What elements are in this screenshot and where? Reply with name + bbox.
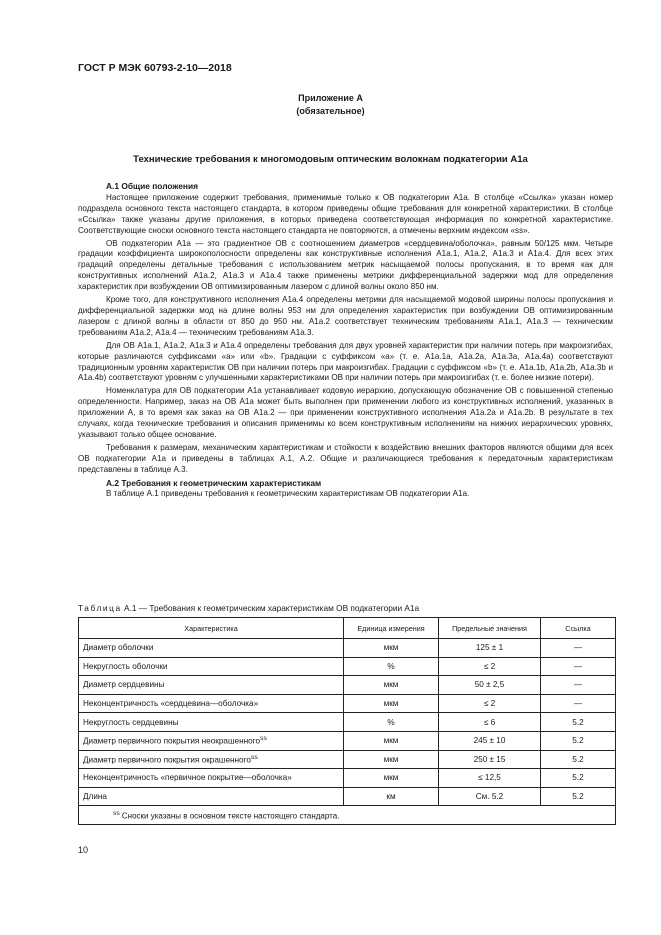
column-header: Предельные значения	[439, 618, 541, 639]
table-row	[79, 639, 616, 658]
cell-unit: %	[344, 657, 439, 676]
table-row	[79, 769, 616, 788]
cell-reference: —	[541, 694, 616, 713]
table-row	[79, 787, 616, 806]
annex-title: Приложение А	[298, 93, 363, 103]
footnote-marker: ss	[113, 810, 120, 818]
paragraph: В таблице А.1 приведены требования к геометрическим характеристикам ОВ подкатегории А1а.	[106, 489, 470, 499]
cell-characteristic	[79, 731, 344, 750]
standard-header: ГОСТ Р МЭК 60793-2-10—2018	[78, 62, 232, 74]
body-text	[78, 181, 613, 502]
table-row	[79, 731, 616, 750]
cell-reference: —	[541, 676, 616, 695]
table-row	[79, 694, 616, 713]
table-row	[79, 750, 616, 769]
cell-limit: 50 ± 2,5	[439, 676, 541, 695]
footnote-superscript: ss	[260, 735, 267, 743]
table-caption-lead: Таблица	[78, 603, 122, 613]
paragraph: Требования к размерам, механическим характеристикам и стойкости к воздействию внешних факторов являются общими для всех ОВ подкатегории А1а и приведены в таблицах А.1, А.2. Общие и различающиеся требования к передаточным характеристикам представлены в таблице А.3.	[78, 442, 613, 474]
paragraph: ОВ подкатегории А1а — это градиентное ОВ с соотношением диаметров «сердцевина/оболочка», равным 50/125 мкм. Четыре градации коэффициента широкополосности определены как конструктивные исполнения А1а.1, А1а.2, А1а.3 и А1а.4. Для всех этих градаций определены детальные требования с использованием метрик насыщаемой полосы пропускания, в то время как для конструктивных исполнений А1а.2, А1а.3 и А1а.4 также применены метрики дифференциальной задержки мод для определения характеристик при возбуждении ОВ оптимизированным лазером с длиной волны около 850 нм.	[78, 238, 613, 292]
footnote-superscript: ss	[250, 753, 258, 761]
cell-characteristic: Некруглость оболочки	[79, 657, 344, 676]
cell-characteristic: Неконцентричность «сердцевина—оболочка»	[79, 694, 344, 713]
cell-characteristic: Диаметр оболочки	[79, 639, 344, 658]
cell-limit: ≤ 2	[439, 657, 541, 676]
paragraph: Номенклатура для ОВ подкатегории А1а устанавливает кодовую иерархию, допускающую обозначение ОВ с повышенной степенью определенности. Например, заказ на ОВ А1а может быть выполнен при применении любого из конструктивных исполнений, указанных в приложении А, в то время как заказ на ОВ А1а.2 — при применении конструктивного исполнения А1а.2а и А1а.2b. В результате в тех случаях, когда технические требования и описания применимы ко всем конструктивным исполнениям на нижних иерархических уровнях, указывают только общее основание.	[78, 386, 613, 439]
cell-limit: 250 ± 15	[439, 750, 541, 769]
cell-unit: мкм	[344, 769, 439, 788]
annex-status: (обязательное)	[296, 106, 365, 116]
cell-limit: 245 ± 10	[439, 731, 541, 750]
cell-reference: 5.2	[541, 769, 616, 788]
column-header: Характеристика	[79, 618, 344, 639]
section-2-heading: А.2 Требования к геометрическим характеристикам	[106, 477, 322, 488]
cell-characteristic	[79, 750, 344, 769]
annex-heading	[0, 92, 661, 118]
cell-limit: ≤ 2	[439, 694, 541, 713]
cell-limit: ≤ 6	[439, 713, 541, 732]
column-header: Единица измерения	[344, 618, 439, 639]
table-row	[79, 676, 616, 695]
cell-unit: мкм	[344, 639, 439, 658]
table-footnote	[79, 806, 616, 825]
cell-characteristic-text: Диаметр первичного покрытия неокрашенного	[83, 737, 261, 747]
table-caption-text: А.1 — Требования к геометрическим характеристикам ОВ подкатегории А1а	[121, 603, 420, 613]
cell-reference: 5.2	[541, 731, 616, 750]
cell-unit: мкм	[344, 676, 439, 695]
column-header: Ссылка	[541, 618, 616, 639]
page-number: 10	[78, 845, 89, 855]
cell-reference: —	[541, 639, 616, 658]
main-title: Технические требования к многомодовым оптическим волокнам подкатегории А1а	[133, 154, 528, 165]
cell-unit: км	[344, 787, 439, 806]
cell-characteristic: Некруглость сердцевины	[79, 713, 344, 732]
cell-characteristic: Длина	[79, 787, 344, 806]
paragraph: Кроме того, для конструктивного исполнения А1а.4 определены метрики для насыщаемой модовой ширины полосы пропускания и дифференциальной задержки мод на длине волны 953 нм для определения характеристик при возбуждении ОВ оптимизированным лазером с длиной волны в области от 850 до 950 нм. А1а.2 соответствует техническим требованиям А1а.1, А1а.3 — техническим требованиям А1а.2, А1а.4 — техническим требованиям А1а.3.	[78, 295, 613, 337]
cell-characteristic: Неконцентричность «первичное покрытие—оболочка»	[79, 769, 344, 788]
cell-limit: См. 5.2	[439, 787, 541, 806]
paragraph: Для ОВ А1а.1, А1а.2, А1а.3 и А1а.4 определены требования для двух уровней характеристик при наличии потерь при макроизгибах, которые различаются суффиксами «а» или «b». Градации с суффиксом «а» (т. е. А1а.1а, А1а.2а, А1а.3а, А1а.4а) соответствуют традиционным уровням характеристик ОВ при наличии потерь при макроизгибах. Градации с суффиксом «b» (т. е. А1а.1b, А1а.2b, А1а.3b и А1а.4b) соответствуют уровням с улучшенными характеристиками ОВ при наличии потерь при макроизгибах (т. е. более низкие потери).	[78, 340, 613, 383]
cell-unit: %	[344, 713, 439, 732]
cell-unit: мкм	[344, 694, 439, 713]
cell-reference: 5.2	[541, 713, 616, 732]
section-1-heading: А.1 Общие положения	[106, 181, 199, 191]
table-note-row	[79, 806, 616, 825]
table-row	[79, 713, 616, 732]
table-caption	[78, 603, 419, 613]
cell-limit: ≤ 12,5	[439, 769, 541, 788]
paragraph: Настоящее приложение содержит требования, применимые только к ОВ подкатегории А1а. В столбце «Ссылка» указан номер подраздела основного текста настоящего стандарта, в котором приведены общие требования для конкретной характеристики. В столбце «Ссылка» также указаны другие приложения, в которых приведена соответствующая информация по конкретной характеристике. Соответствующие сноски основного текста настоящего стандарта не повторяются, а отмечены верхним индексом «ss».	[78, 192, 613, 235]
geometry-requirements-table	[78, 617, 616, 825]
table-header-row	[79, 618, 616, 639]
cell-unit: мкм	[344, 750, 439, 769]
cell-reference: —	[541, 657, 616, 676]
footnote-text: Сноски указаны в основном тексте настоящего стандарта.	[119, 811, 340, 821]
cell-characteristic: Диаметр сердцевины	[79, 676, 344, 695]
cell-unit: мкм	[344, 731, 439, 750]
cell-reference: 5.2	[541, 750, 616, 769]
cell-limit: 125 ± 1	[439, 639, 541, 658]
cell-reference: 5.2	[541, 787, 616, 806]
table-row	[79, 657, 616, 676]
cell-characteristic-text: Диаметр первичного покрытия окрашенного	[83, 755, 251, 765]
